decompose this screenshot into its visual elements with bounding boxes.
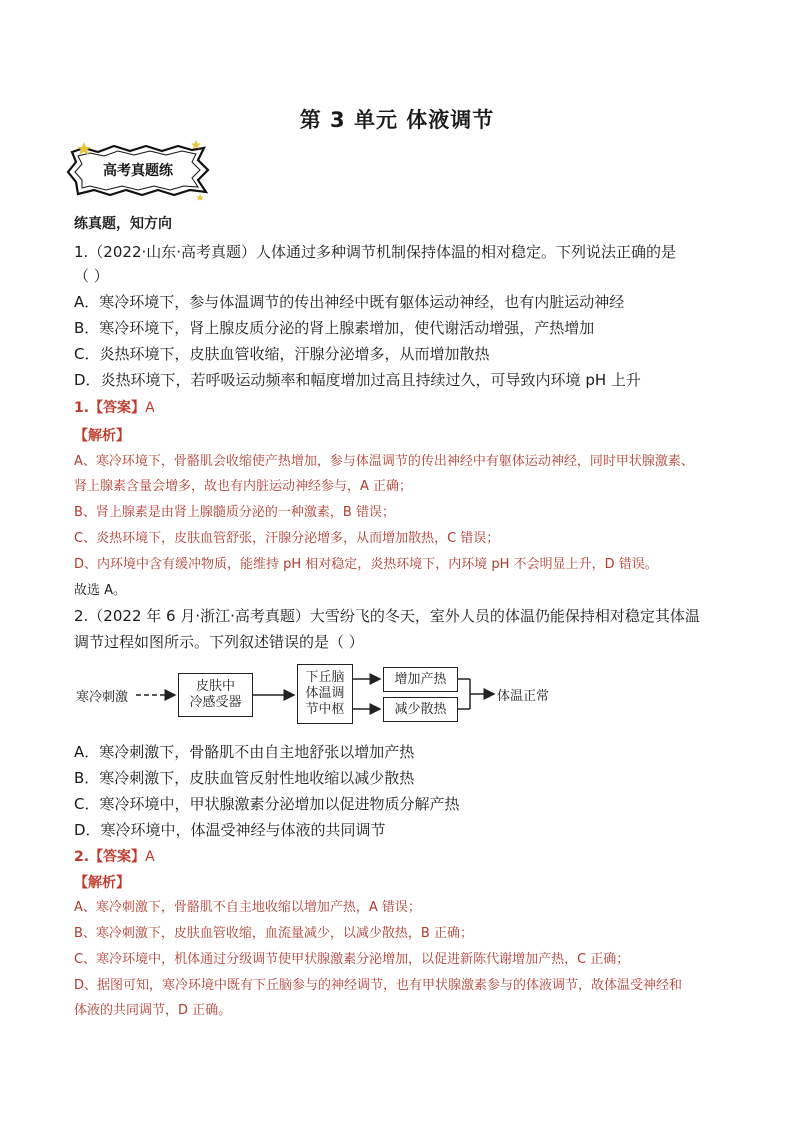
q1-option-d: D．炎热环境下，若呼吸运动频率和幅度增加过高且持续过久，可导致内环境 pH 上升 <box>74 371 641 389</box>
q2-option-c: C．寒冷环境中，甲状腺激素分泌增加以促进物质分解产热 <box>74 795 460 813</box>
q1-answer-value: A <box>145 400 155 416</box>
q2-option-a: A．寒冷刺激下，骨骼肌不由自主地舒张以增加产热 <box>74 743 415 761</box>
q1-analysis-line: 肾上腺素含量会增多，故也有内脏运动神经参与，A 正确； <box>74 479 413 494</box>
q1-answer-label: 1.【答案】 <box>74 400 146 416</box>
effect-up-box: 增加产热 <box>383 667 458 692</box>
receptor-box <box>178 673 253 717</box>
q2-analysis-label: 【解析】 <box>74 875 130 891</box>
q2-analysis-line: A、寒冷刺激下，骨骼肌不自主地收缩以增加产热，A 错误； <box>74 900 421 915</box>
page-title: 第 3 单元 体液调节 <box>299 108 495 132</box>
q2-answer <box>74 845 155 869</box>
receptor-line: 冷感受器 <box>189 695 242 710</box>
q1-stem-bracket: （ ） <box>74 267 109 285</box>
effect-down-box: 减少散热 <box>383 697 458 722</box>
receptor-line: 皮肤中 <box>195 679 235 694</box>
q2-analysis-line: B、寒冷刺激下，皮肤血管收缩，血流量减少，以减少散热，B 正确； <box>74 926 473 941</box>
q2-stem-line2: 调节过程如图所示。下列叙述错误的是（ ） <box>74 633 364 651</box>
result-label: 体温正常 <box>497 689 550 704</box>
center-box <box>297 664 353 724</box>
q2-analysis-line: D、据图可知，寒冷环境中既有下丘脑参与的神经调节，也有甲状腺激素参与的体液调节，故体温受神经和 <box>74 978 683 993</box>
q1-analysis-line: B、肾上腺素是由肾上腺髓质分泌的一种激素，B 错误； <box>74 505 395 520</box>
q1-option-b: B．寒冷环境下，肾上腺皮质分泌的肾上腺素增加，使代谢活动增强，产热增加 <box>74 319 595 337</box>
q1-option-c: C．炎热环境下，皮肤血管收缩，汗腺分泌增多，从而增加散热 <box>74 345 490 363</box>
center-line: 体温调 <box>305 686 345 701</box>
q2-answer-value: A <box>145 849 155 865</box>
q1-option-a: A．寒冷环境下，参与体温调节的传出神经中既有躯体运动神经，也有内脏运动神经 <box>74 293 625 311</box>
center-line: 下丘脑 <box>305 670 345 685</box>
q2-analysis-line: C、寒冷环境中，机体通过分级调节使甲状腺激素分泌增加，以促进新陈代谢增加产热，C 正确； <box>74 952 630 967</box>
stimulus-label: 寒冷刺激 <box>76 690 129 705</box>
q1-analysis-line: C、炎热环境下，皮肤血管舒张，汗腺分泌增多，从而增加散热，C 错误； <box>74 531 500 546</box>
q1-analysis-line: A、寒冷环境下，骨骼肌会收缩使产热增加，参与体温调节的传出神经中有躯体运动神经，同时甲状腺激素、 <box>74 454 694 469</box>
q2-answer-label: 2.【答案】 <box>74 849 146 865</box>
center-line: 节中枢 <box>305 702 345 717</box>
q2-stem: 2.（2022 年 6 月·浙江·高考真题）大雪纷飞的冬天，室外人员的体温仍能保持相对稳定其体温 <box>74 607 700 625</box>
badge-label: 高考真题练 <box>103 163 173 179</box>
q1-conclusion: 故选 A。 <box>74 583 127 598</box>
q2-option-d: D．寒冷环境中，体温受神经与体液的共同调节 <box>74 821 386 839</box>
q1-analysis-label: 【解析】 <box>74 428 130 444</box>
q2-analysis-line: 体液的共同调节，D 正确。 <box>74 1003 232 1018</box>
section-heading: 练真题，知方向 <box>74 216 172 232</box>
q2-option-b: B．寒冷刺激下，皮肤血管反射性地收缩以减少散热 <box>74 769 415 787</box>
q1-stem: 1.（2022·山东·高考真题）人体通过多种调节机制保持体温的相对稳定。下列说法正确的是 <box>74 243 677 261</box>
q1-analysis-line: D、内环境中含有缓冲物质，能维持 pH 相对稳定，炎热环境下，内环境 pH 不会明显上升，D 错误。 <box>74 557 658 572</box>
